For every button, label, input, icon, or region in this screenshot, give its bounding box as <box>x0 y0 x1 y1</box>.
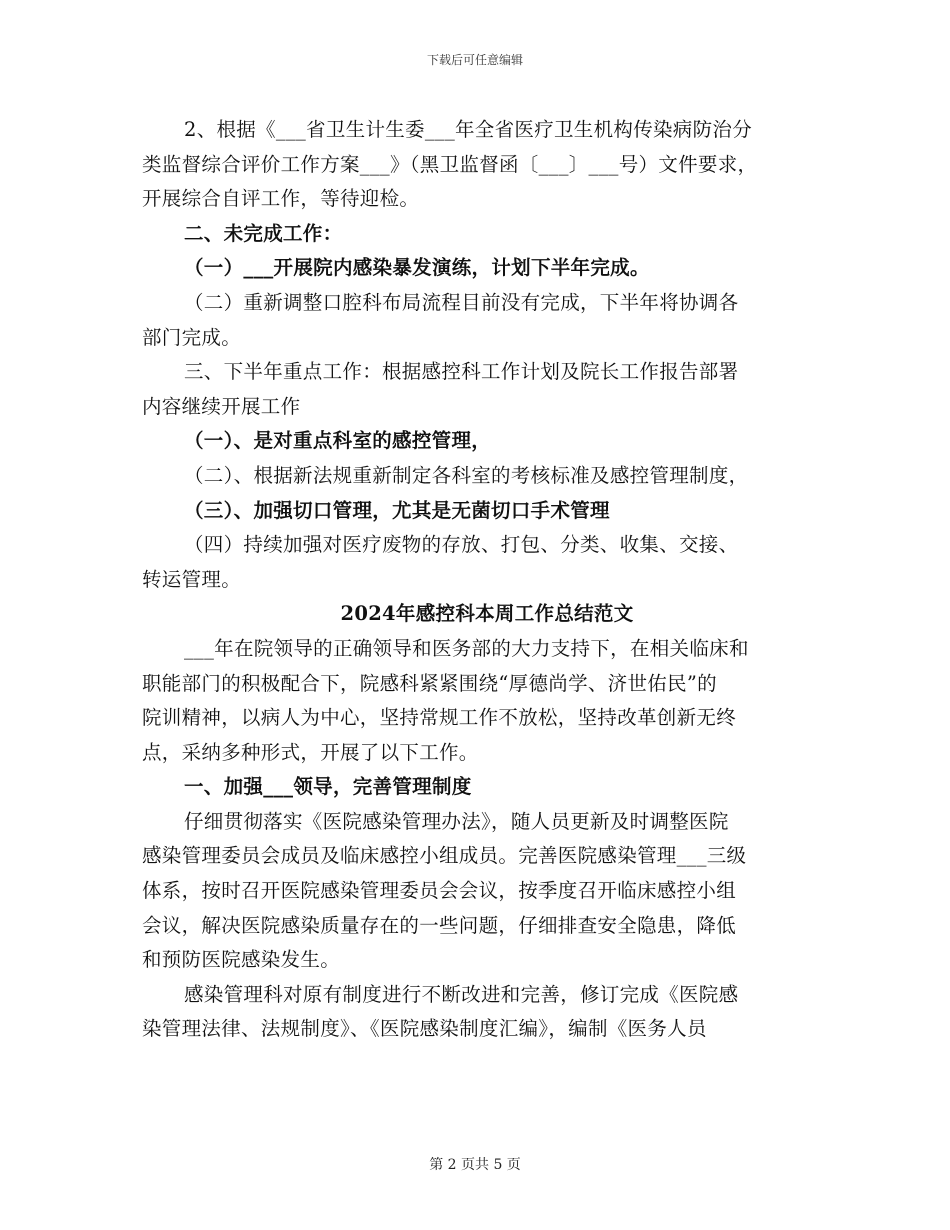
text-line: 一、加强___领导，完善管理制度 <box>184 775 472 799</box>
text-line: 类监督综合评价工作方案___》（黑卫监督函〔___〕___号）文件要求， <box>142 152 758 176</box>
text-line: 开展综合自评工作，等待迎检。 <box>142 187 420 211</box>
text-line: 和预防医院感染发生。 <box>142 948 341 972</box>
text-line: 会议，解决医院感染质量存在的一些问题，仔细排查安全隐患，降低 <box>142 913 737 937</box>
text-line: （一）、是对重点科室的感控管理， <box>184 429 492 453</box>
text-line: 点，采纳多种形式，开展了以下工作。 <box>142 740 479 764</box>
text-line: 转运管理。 <box>142 567 242 591</box>
text-line: ___年在院领导的正确领导和医务部的大力支持下，在相关临床和 <box>184 636 749 660</box>
section-title: 2024年感控科本周工作总结范文 <box>340 602 634 626</box>
text-line: 二、未完成工作： <box>184 221 343 245</box>
text-line: （二）、根据新法规重新制定各科室的考核标准及感控管理制度， <box>184 463 749 487</box>
text-line: 三、下半年重点工作：根据感控科工作计划及院长工作报告部署 <box>184 360 739 384</box>
text-line: 院训精神，以病人为中心，坚持常规工作不放松，坚持改革创新无终 <box>142 706 737 730</box>
text-line: 仔细贯彻落实《医院感染管理办法》，随人员更新及时调整医院 <box>184 809 729 833</box>
text-line: （一）___开展院内感染暴发演练，计划下半年完成。 <box>184 256 650 280</box>
text-line: 感染管理科对原有制度进行不断改进和完善，修订完成《医院感 <box>184 982 739 1006</box>
text-line: 内容继续开展工作 <box>142 394 301 418</box>
text-line: 职能部门的积极配合下，院感科紧紧围绕“厚德尚学、济世佑民”的 <box>142 671 717 695</box>
text-line: 2、根据《___省卫生计生委___年全省医疗卫生机构传染病防治分 <box>184 118 753 141</box>
document-body <box>142 113 812 1047</box>
text-line: 体系，按时召开医院感染管理委员会会议，按季度召开临床感控小组 <box>142 879 737 903</box>
page-header: 下载后可任意编辑 <box>426 53 523 67</box>
page-footer: 第 2 页共 5 页 <box>429 1157 521 1173</box>
text-line: 感染管理委员会成员及临床感控小组成员。完善医院感染管理___三级 <box>142 844 747 868</box>
text-line: （三）、加强切口管理，尤其是无菌切口手术管理 <box>184 498 610 522</box>
text-line: 部门完成。 <box>142 325 242 349</box>
text-line: 染管理法律、法规制度》、《医院感染制度汇编》，编制《医务人员 <box>142 1017 707 1041</box>
text-line: （四）持续加强对医疗废物的存放、打包、分类、收集、交接、 <box>184 533 739 557</box>
text-line: （二）重新调整口腔科布局流程目前没有完成，下半年将协调各 <box>184 290 739 314</box>
